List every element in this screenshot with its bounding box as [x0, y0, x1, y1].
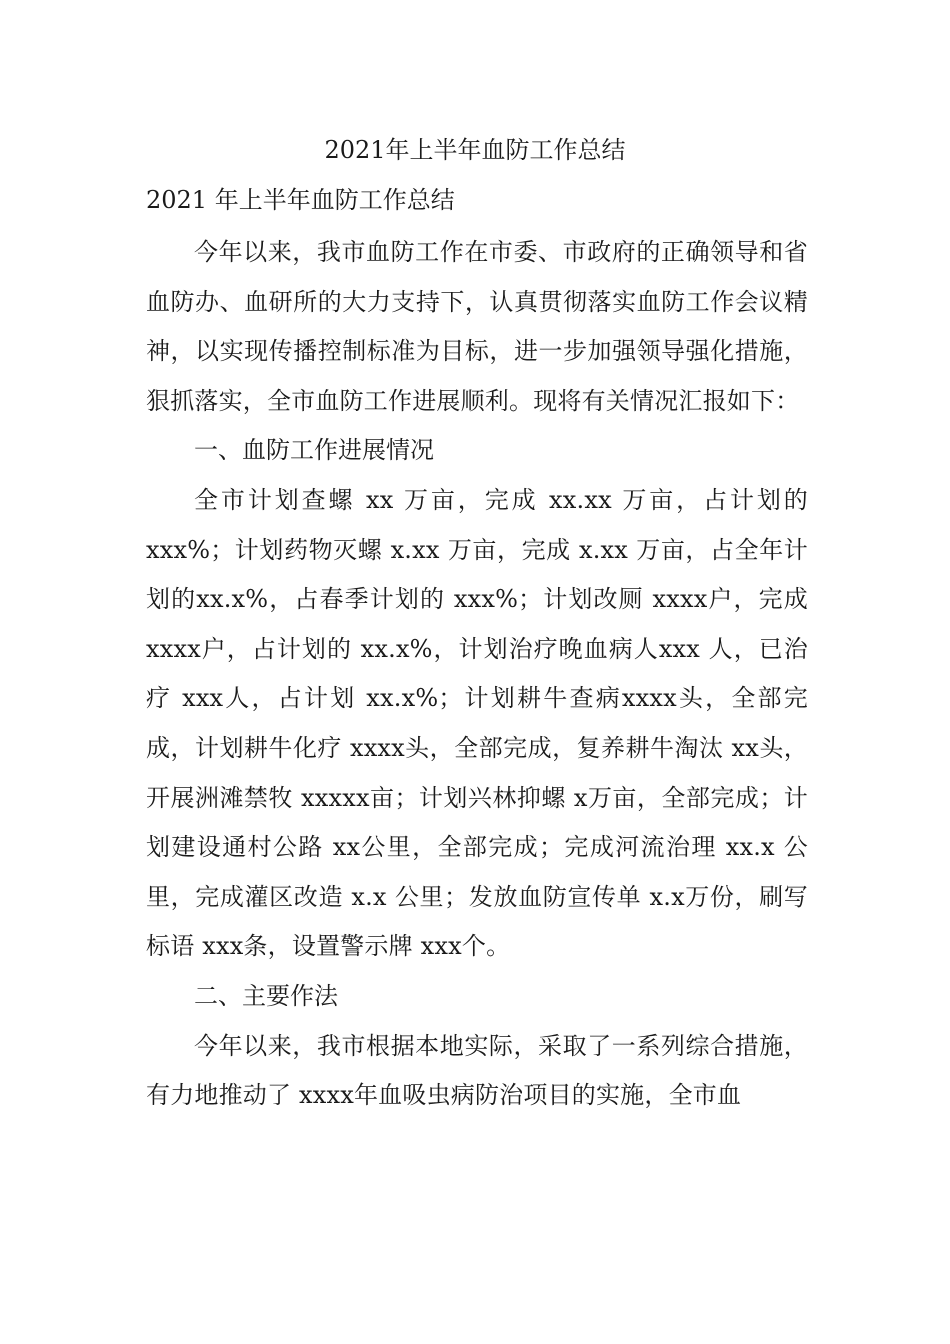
document-subtitle: 2021 年上半年血防工作总结: [146, 186, 455, 214]
section-heading-methods: 二、主要作法: [194, 981, 338, 1010]
section-heading-progress: 一、血防工作进展情况: [194, 436, 434, 465]
intro-paragraph: 今年以来，我市血防工作在市委、市政府的正确领导和省血防办、血研所的大力支持下，认真贯彻落实血防工作会议精神，以实现传播控制标准为目标，进一步加强领导强化措施，狠抓落实，全市血防工作进展顺利。现将有关情况汇报如下：: [146, 238, 808, 415]
document-title: 2021年上半年血防工作总结: [324, 136, 626, 164]
document-body: [146, 228, 808, 1121]
progress-paragraph: 全市计划查螺 xx 万亩，完成 xx.xx 万亩，占计划的xxx%；计划药物灭螺 x.xx 万亩，完成 x.xx 万亩，占全年计划的xx.x%，占春季计划的 xxx%；计划改厕 xxxx户，完成 xxxx户，占计划的 xx.x%，计划治疗晚血病人xxx 人，已治疗 xxx人，占计划 xx.x%；计划耕牛查病xxxx头，全部完成，计划耕牛化疗 xxxx头，全部完成，复养耕牛淘汰 xx头，开展洲滩禁牧 xxxxx亩；计划兴林抑螺 x万亩，全部完成；计划建设通村公路 xx公里，全部完成；完成河流治理 xx.x 公里，完成灌区改造 x.x 公里；发放血防宣传单 x.x万份，刷写标语 xxx条，设置警示牌 xxx个。: [146, 485, 808, 961]
methods-paragraph: 今年以来，我市根据本地实际，采取了一系列综合措施，有力地推动了 xxxx年血吸虫病防治项目的实施，全市血: [146, 1031, 808, 1110]
